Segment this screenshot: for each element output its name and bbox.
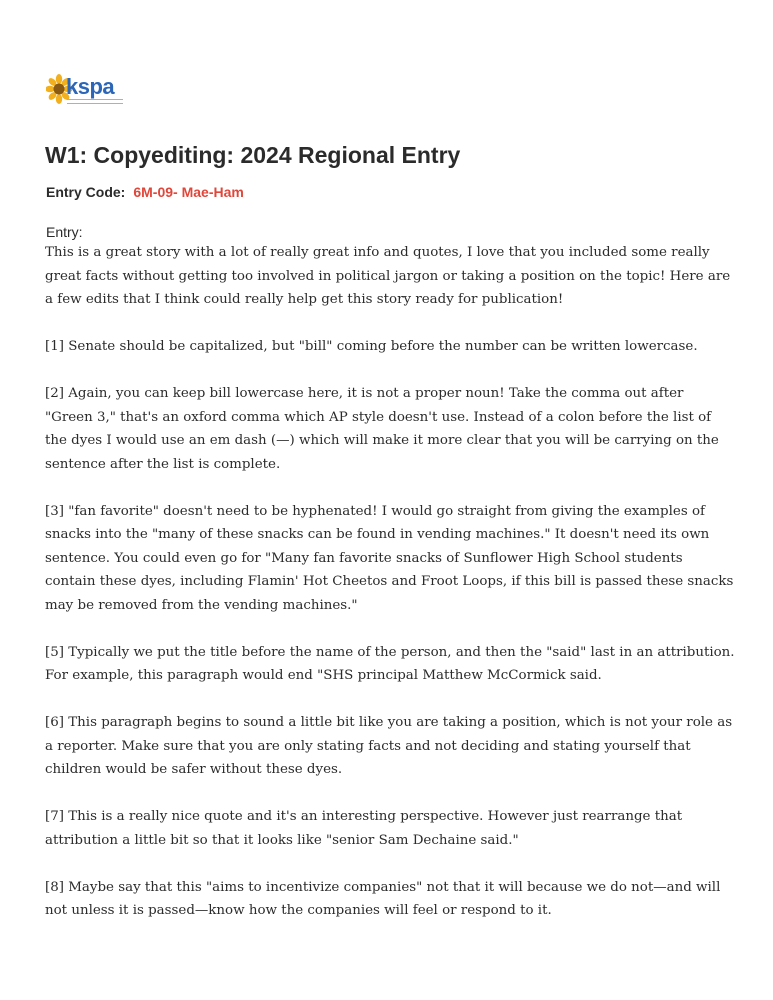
entry-body: [45, 241, 735, 946]
entry-paragraph-1: [1] Senate should be capitalized, but "bill" coming before the number can be written lowercase.: [45, 339, 698, 354]
entry-code-value: 6M-09- Mae-Ham: [133, 184, 244, 200]
entry-paragraph-intro: This is a great story with a lot of really great info and quotes, I love that you included some really great facts without getting too involved in political jargon or taking a position on the topic! Here are a few edits that I think could really help get this story ready for publication!: [45, 245, 731, 307]
entry-code-row: [46, 184, 244, 200]
page-title: W1: Copyediting: 2024 Regional Entry: [45, 142, 461, 168]
logo-tagline-mark: [67, 99, 123, 104]
logo-wordmark: kspa: [66, 74, 115, 99]
entry-code-label: Entry Code:: [46, 184, 126, 200]
entry-paragraph-6: [6] This paragraph begins to sound a little bit like you are taking a position, which is not your role as a reporter. Make sure that you are only stating facts and not deciding and stating yourself that children would be safer without these dyes.: [45, 715, 733, 777]
entry-paragraph-8: [8] Maybe say that this "aims to incentivize companies" not that it will because we do not—and will not unless it is passed—know how the companies will feel or respond to it.: [45, 879, 721, 918]
entry-paragraph-5: [5] Typically we put the title before the name of the person, and then the "said" last in an attribution. For example, this paragraph would end "SHS principal Matthew McCormick said.: [45, 644, 735, 683]
entry-paragraph-3: [3] "fan favorite" doesn't need to be hyphenated! I would go straight from giving the examples of snacks into the "many of these snacks can be found in vending machines." It doesn't need its own sentence. You could even go for "Many fan favorite snacks of Sunflower High School students contain these dyes, including Flamin' Hot Cheetos and Froot Loops, if this bill is passed these snacks may be removed from the vending machines.": [45, 503, 734, 613]
entry-paragraph-7: [7] This is a really nice quote and it's an interesting perspective. However just rearrange that attribution a little bit so that it looks like "senior Sam Dechaine said.": [45, 809, 683, 848]
entry-label: Entry:: [46, 224, 83, 240]
entry-paragraph-2: [2] Again, you can keep bill lowercase here, it is not a proper noun! Take the comma out after "Green 3," that's an oxford comma which AP style doesn't use. Instead of a colon before the list of the dyes I would use an em dash (—) which will make it more clear that you will be carrying on the sentence after the list is complete.: [45, 386, 719, 472]
kspa-logo: [46, 72, 126, 108]
